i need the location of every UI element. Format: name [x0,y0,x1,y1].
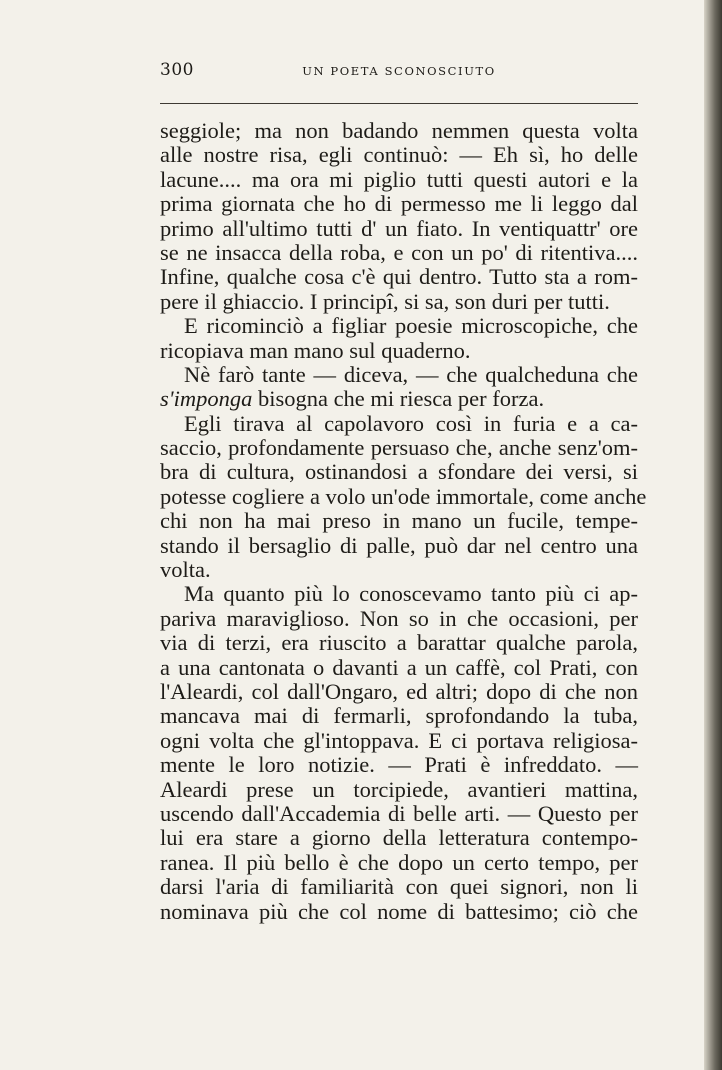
text-line: ranea. Il più bello è che dopo un certo tempo, per [160,849,638,875]
paragraph [160,314,638,363]
italic-word: s'imponga [160,386,253,412]
text-line: Aleardi prese un torcipiede, avantieri mattina, [160,776,638,802]
page-header [160,60,638,84]
text-line: lacune.... ma ora mi piglio tutti questi autori e la [160,166,638,192]
text-line: via di terzi, era riuscito a barattar qualche parola, [160,630,638,656]
text-line: pariva maraviglioso. Non so in che occasioni, per [160,605,638,631]
paragraph [160,582,638,923]
text-line: l'Aleardi, col dall'Ongaro, ed altri; dopo di che non [160,678,638,704]
text-line: bra di cultura, ostinandosi a sfondare dei versi, si [160,459,638,485]
text-line: nominava più che col nome di battesimo; ciò che [160,898,638,924]
paragraph [160,410,647,583]
text-line: Egli tirava al capolavoro così in furia e a ca- [184,410,638,436]
text-line: seggiole; ma non badando nemmen questa volta [160,118,638,143]
page-number: 300 [160,60,194,80]
text-line: alle nostre risa, egli continuò: — Eh sì, ho delle [160,142,638,168]
text-line: Infine, qualche cosa c'è qui dentro. Tutto sta a rom- [160,264,638,290]
text-line: E ricominciò a figliar poesie microscopiche, che [184,313,638,339]
text-line [160,387,638,411]
text-line: darsi l'aria di familiarità con quei signori, non li [160,874,638,900]
text-line: Ma quanto più lo conoscevamo tanto più ci ap- [184,581,638,607]
text-line: uscendo dall'Accademia di belle arti. — Questo per [160,800,638,826]
page-edge-shadow [704,0,722,1070]
text-line: chi non ha mai preso in mano un fucile, tempe- [160,508,638,534]
paragraph [160,363,638,412]
text-line: se ne insacca della roba, e con un po' di ritentiva.... [160,239,638,265]
paragraph [160,119,638,314]
text-line: lui era stare a giorno della letteratura contempo- [160,825,638,851]
text-line: mente le loro notizie. — Prati è infreddato. — [160,752,638,778]
body-text [160,118,647,924]
text-line: stando il bersaglio di palle, può dar nel centro una [160,532,638,558]
text-line: pere il ghiaccio. I principî, si sa, son duri per tutti. [160,288,610,314]
text-line: mancava mai di fermarli, sprofondando la tuba, [160,703,638,729]
text-line: a una cantonata o davanti a un caffè, col Prati, con [160,654,638,680]
text-line: ricopiava man mano sul quaderno. [160,337,471,363]
text-line: Nè farò tante — diceva, — che qualcheduna che [184,361,638,387]
text-line: potesse cogliere a volo un'ode immortale, come anche [160,483,647,509]
text-line: saccio, profondamente persuaso che, anche senz'om- [160,435,638,461]
header-rule [160,103,638,104]
text-line: volta. [160,557,211,583]
text-fragment: bisogna che mi riesca per forza. [257,386,545,412]
running-title: UN POETA SCONOSCIUTO [302,64,496,78]
text-line: ogni volta che gl'intoppava. E ci portava religiosa- [160,727,638,753]
text-line: prima giornata che ho di permesso me li leggo dal [160,191,638,217]
text-line: primo all'ultimo tutti d' un fiato. In ventiquattr' ore [160,215,638,241]
